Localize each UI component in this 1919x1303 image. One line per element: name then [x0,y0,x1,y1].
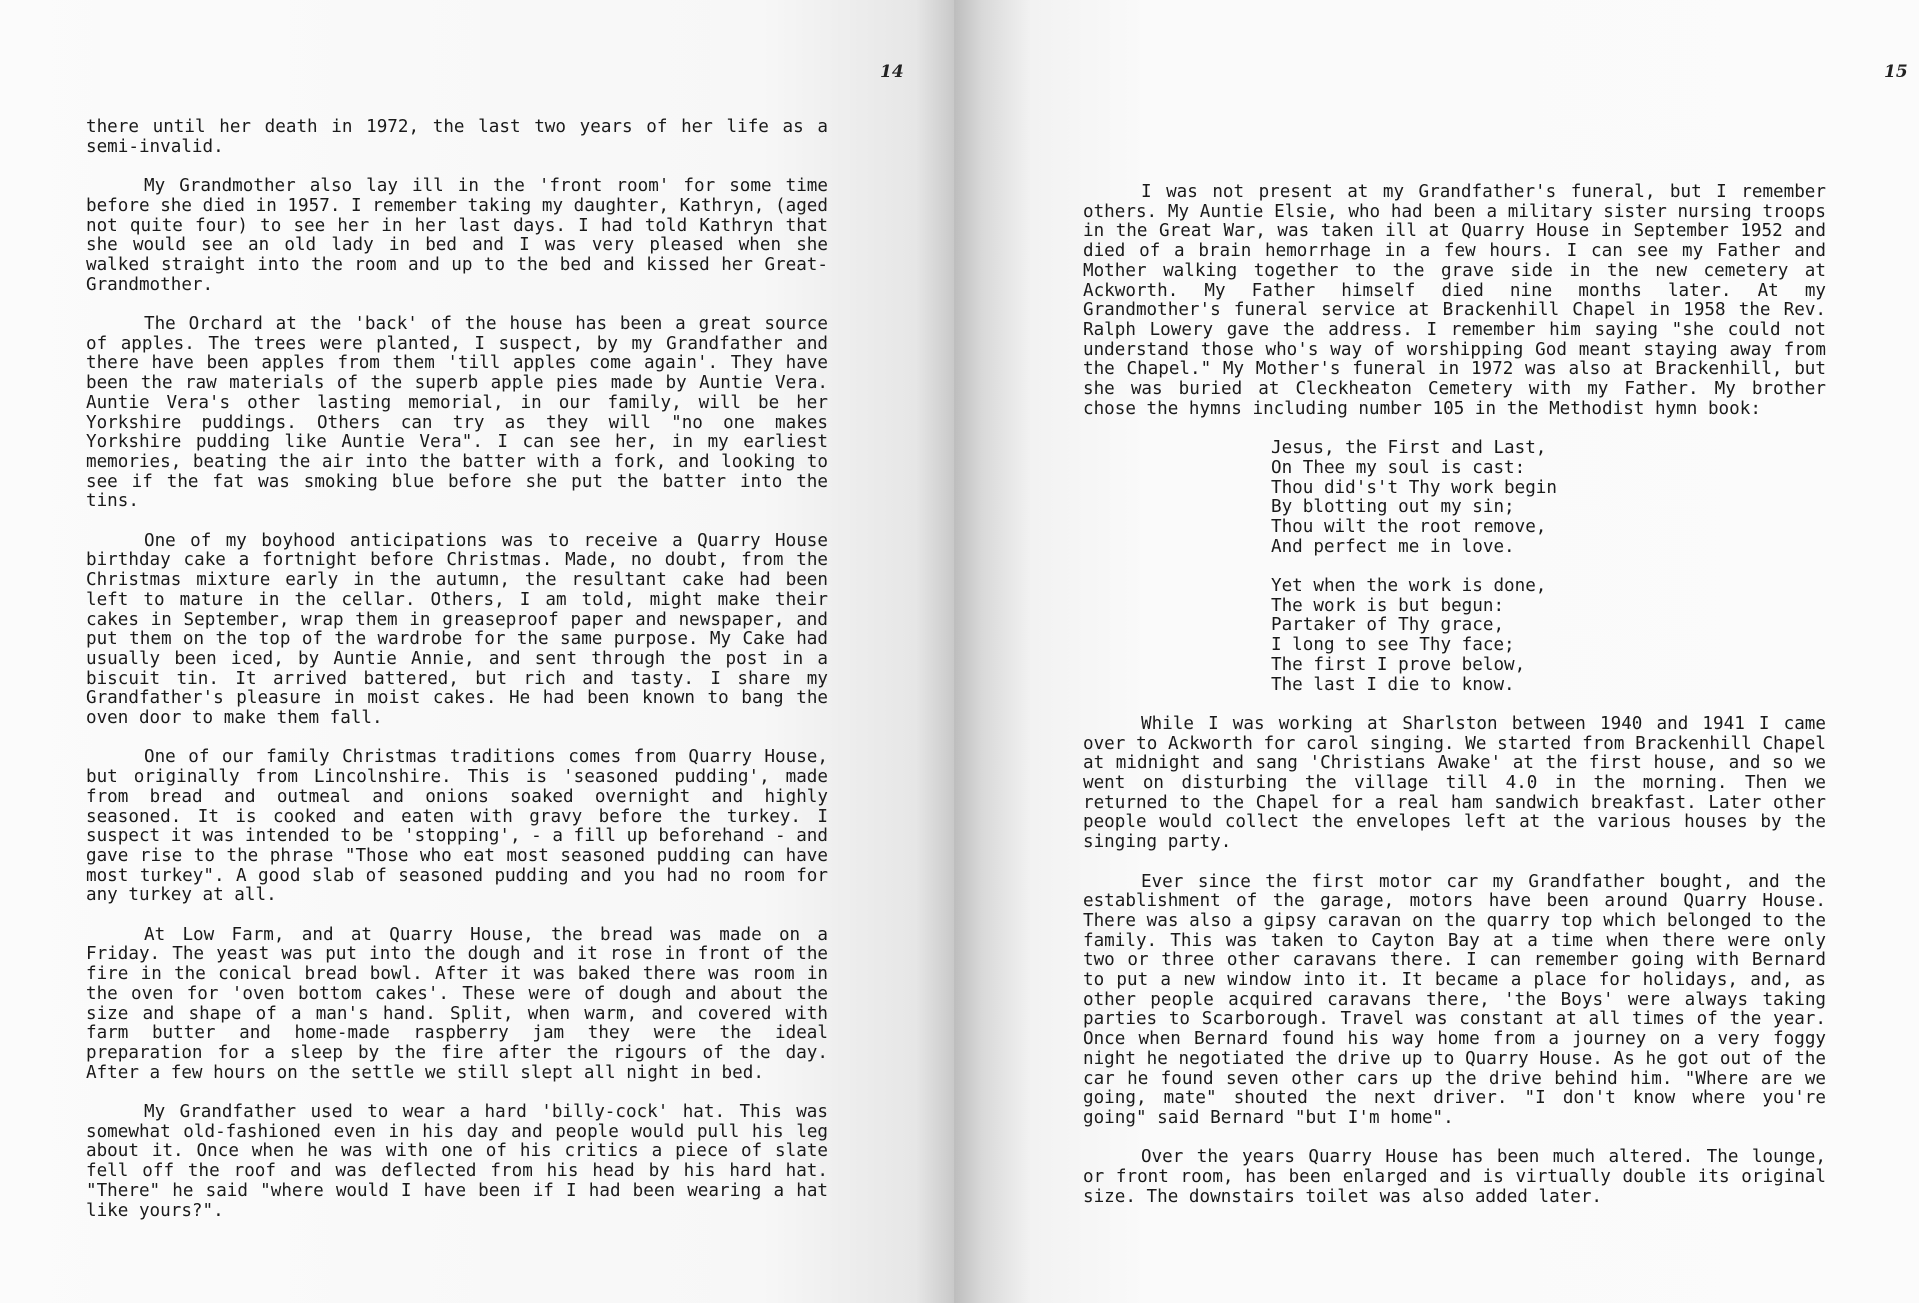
paragraph: My Grandfather used to wear a hard 'billy-cock' hat. This was somewhat old-fashioned even in his day and people would pull his leg about it. Once when he was with one of his critics a piece of slate fell off the roof and was deflected from his head by his hard hat. "There" he said "where would I have been if I had been wearing a hat like yours?". [86,1102,828,1221]
paragraph: At Low Farm, and at Quarry House, the bread was made on a Friday. The yeast was put into the dough and it rose in front of the fire in the conical bread bowl. After it was baked there was room in the oven for 'oven bottom cakes'. These were of dough and about the size and shape of a man's hand. Split, when warm, and covered with farm butter and home-made raspberry jam they were the ideal preparation for a sleep by the fire after the rigours of the day. After a few hours on the settle we still slept all night in bed. [86,924,828,1083]
hymn-line: I long to see Thy face; [1271,635,1515,656]
hymn-line: The last I die to know. [1271,674,1515,695]
page-number: 15 [1884,62,1908,82]
paragraph: The Orchard at the 'back' of the house has been a great source of apples. The trees were planted, I suspect, by my Grandfather and there have been apples from them 'till apples come again'. They have been the raw materials of the superb apple pies made by Auntie Vera. Auntie Vera's other lasting memorial, in our family, will be her Yorkshire puddings. Others can try as they will "no one makes Yorkshire pudding like Auntie Vera". I can see her, in my earliest memories, beating the air into the batter with a fork, and looking to see if the fat was smoking blue before she put the batter into the tins. [86,314,828,512]
paragraph: My Grandmother also lay ill in the 'front room' for some time before she died in 1957. I remember taking my daughter, Kathryn, (aged not quite four) to see her in her last days. I had told Kathryn that she would see an old lady in bed and I was very pleased when she walked straight into the room and up to the bed and kissed her Great-Grandmother. [86,176,828,295]
hymn-line: Jesus, the First and Last, [1271,438,1547,459]
left-page [0,0,954,1303]
right-page [954,0,1919,1303]
hymn-quotation [1271,439,1826,695]
paragraph: there until her death in 1972, the last two years of her life as a semi-invalid. [86,117,828,157]
hymn-line: The work is but begun: [1271,595,1505,616]
hymn-line: Thou wilt the root remove, [1271,516,1547,537]
hymn-verse [1271,439,1826,557]
hymn-line: Yet when the work is done, [1271,576,1547,597]
paragraph: While I was working at Sharlston between 1940 and 1941 I came over to Ackworth for carol singing. We started from Brackenhill Chapel at midnight and sang 'Christians Awake' at the first house, and so we went on disturbing the village till 4.0 in the morning. Then we returned to the Chapel for a real ham sandwich breakfast. Later other people would collect the envelopes left at the various houses by the singing party. [1083,713,1826,853]
hymn-line: Partaker of Thy grace, [1271,615,1505,636]
page-number: 14 [880,62,904,82]
hymn-line: And perfect me in love. [1271,536,1515,557]
hymn-line: On Thee my soul is cast: [1271,457,1526,478]
paragraph: One of our family Christmas traditions comes from Quarry House, but originally from Lincolnshire. This is 'seasoned pudding', made from bread and outmeal and onions soaked overnight and highly seasoned. It is cooked and eaten with gravy before the turkey. I suspect it was intended to be 'stopping', - a fill up beforehand - and gave rise to the phrase "Those who eat most seasoned pudding can have most turkey". A good slab of seasoned pudding and you had no room for any turkey at all. [86,747,828,906]
paragraph: Ever since the first motor car my Grandfather bought, and the establishment of the garage, motors have been around Quarry House. There was also a gipsy caravan on the quarry top which belonged to the family. This was taken to Cayton Bay at a time when there were only two or three other caravans there. I can remember going with Bernard to put a new window into it. It became a place for holidays, and, as other people acquired caravans there, 'the Boys' were always taking parties to Scarborough. Travel was constant at all times of the year. Once when Bernard found his way home from a journey on a very foggy night he negotiated the drive up to Quarry House. As he got out of the car he found seven other cars up the drive behind him. "Where are we going, mate" shouted the next driver. "I don't know where you're going" said Bernard "but I'm home". [1083,871,1826,1128]
right-page-text [1083,183,1826,1227]
paragraph: One of my boyhood anticipations was to receive a Quarry House birthday cake a fortnight before Christmas. Made, no doubt, from the Christmas mixture early in the autumn, the resultant cake had been left to mature in the cellar. Others, I am told, might make their cakes in September, wrap them in greaseproof paper and newspaper, and put them on the top of the wardrobe for the same purpose. My Cake had usually been iced, by Auntie Annie, and sent through the post in a biscuit tin. It arrived battered, but rich and tasty. I share my Grandfather's pleasure in moist cakes. He had been known to bang the oven door to make them fall. [86,530,828,729]
paragraph: I was not present at my Grandfather's funeral, but I remember others. My Auntie Elsie, who had been a military sister nursing troops in the Great War, was taken ill at Quarry House in September 1952 and died of a brain hemorrhage in a few hours. I can see my Father and Mother walking together to the grave side in the new cemetery at Ackworth. My Father himself died nine months later. At my Grandmother's funeral service at Brackenhill Chapel in 1958 the Rev. Ralph Lowery gave the address. I remember him saying "she could not understand those who's way of worshipping God meant staying away from the Chapel." My Mother's funeral in 1972 was also at Brackenhill, but she was buried at Cleckheaton Cemetery with my Father. My brother chose the hymns including number 105 in the Methodist hymn book: [1083,182,1826,419]
paragraph: Over the years Quarry House has been much altered. The lounge, or front room, has been enlarged and is virtually double its original size. The downstairs toilet was also added later. [1083,1147,1826,1207]
left-page-text [86,118,828,1241]
hymn-verse [1271,577,1826,695]
hymn-line: By blotting out my sin; [1271,497,1515,518]
hymn-line: Thou did's't Thy work begin [1271,477,1557,498]
hymn-line: The first I prove below, [1271,654,1526,675]
